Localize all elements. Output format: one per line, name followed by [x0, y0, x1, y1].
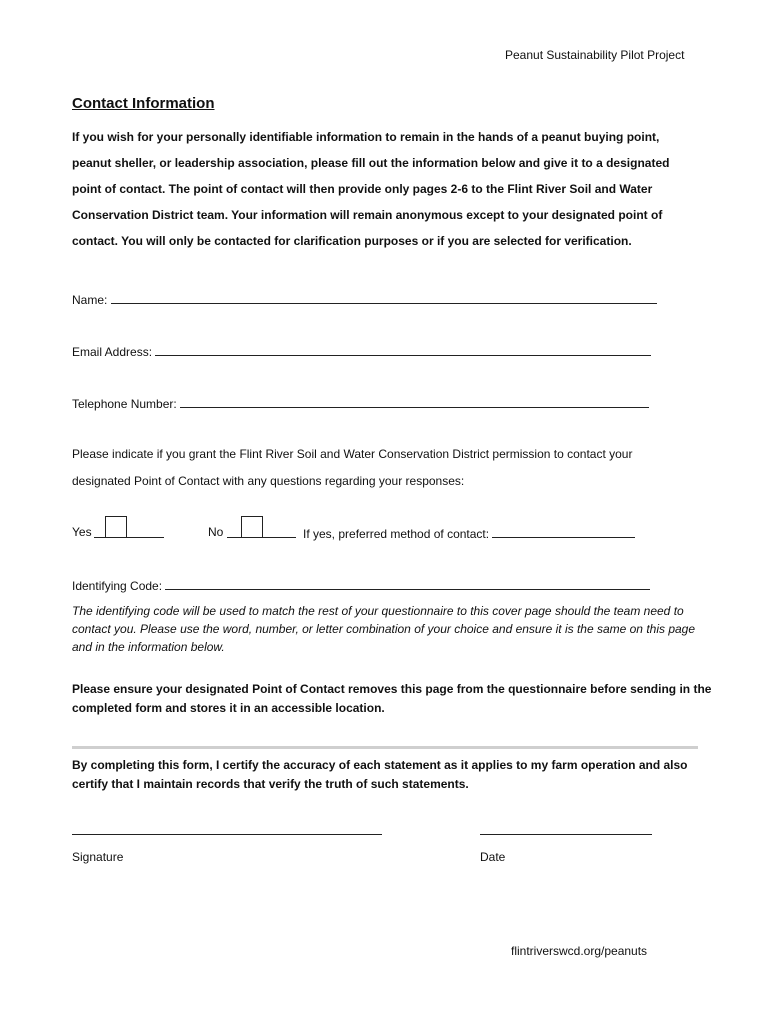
date-field[interactable]	[480, 834, 652, 835]
footer-url: flintriverswcd.org/peanuts	[511, 944, 648, 958]
permission-paragraph	[72, 441, 712, 495]
divider	[72, 746, 698, 749]
identifying-code-note: The identifying code will be used to match the rest of your questionnaire to this cover page should the team need to contact you. Please use the word, number, or letter combination of your choice and ensure it is the same on this page and in the information below.	[72, 604, 696, 654]
email-label: Email Address:	[72, 345, 153, 359]
preferred-method-label: If yes, preferred method of contact:	[303, 527, 490, 541]
preferred-method-field[interactable]	[492, 525, 635, 538]
identifying-code-label: Identifying Code:	[72, 579, 163, 593]
signature-field[interactable]	[72, 834, 382, 835]
identifying-code-row	[72, 577, 650, 593]
preferred-method-row	[303, 525, 635, 541]
yes-checkbox[interactable]	[105, 516, 127, 538]
signature-label: Signature	[72, 850, 124, 864]
project-title: Peanut Sustainability Pilot Project	[505, 48, 685, 62]
intro-line: peanut sheller, or leadership association, please fill out the information below and give it to a designated	[72, 156, 670, 170]
phone-label: Telephone Number:	[72, 397, 177, 411]
phone-field-row	[72, 395, 649, 411]
name-field[interactable]	[111, 291, 657, 304]
intro-line: point of contact. The point of contact will then provide only pages 2-6 to the Flint River Soil and Water	[72, 182, 653, 196]
email-field-row	[72, 343, 651, 359]
identifying-code-field[interactable]	[165, 577, 650, 590]
email-field[interactable]	[155, 343, 651, 356]
phone-field[interactable]	[180, 395, 649, 408]
intro-line: contact. You will only be contacted for clarification purposes or if you are selected for verification.	[72, 234, 632, 248]
no-label: No	[208, 525, 224, 539]
intro-line: Conservation District team. Your information will remain anonymous except to your designated point of	[72, 208, 663, 222]
certification-statement: By completing this form, I certify the accuracy of each statement as it applies to my farm operation and also certify that I maintain records that verify the truth of such statements.	[72, 758, 688, 791]
section-title: Contact Information	[72, 95, 215, 112]
yes-label: Yes	[72, 525, 92, 539]
no-checkbox[interactable]	[241, 516, 263, 538]
permission-line: Please indicate if you grant the Flint River Soil and Water Conservation District permission to contact your	[72, 447, 633, 461]
removal-note: Please ensure your designated Point of Contact removes this page from the questionnaire before sending in the completed form and stores it in an accessible location.	[72, 682, 712, 715]
name-label: Name:	[72, 293, 108, 307]
permission-line: designated Point of Contact with any questions regarding your responses:	[72, 474, 465, 488]
name-field-row	[72, 291, 657, 307]
intro-line: If you wish for your personally identifiable information to remain in the hands of a peanut buying point,	[72, 130, 660, 144]
intro-paragraph	[72, 124, 712, 254]
date-label: Date	[480, 850, 506, 864]
